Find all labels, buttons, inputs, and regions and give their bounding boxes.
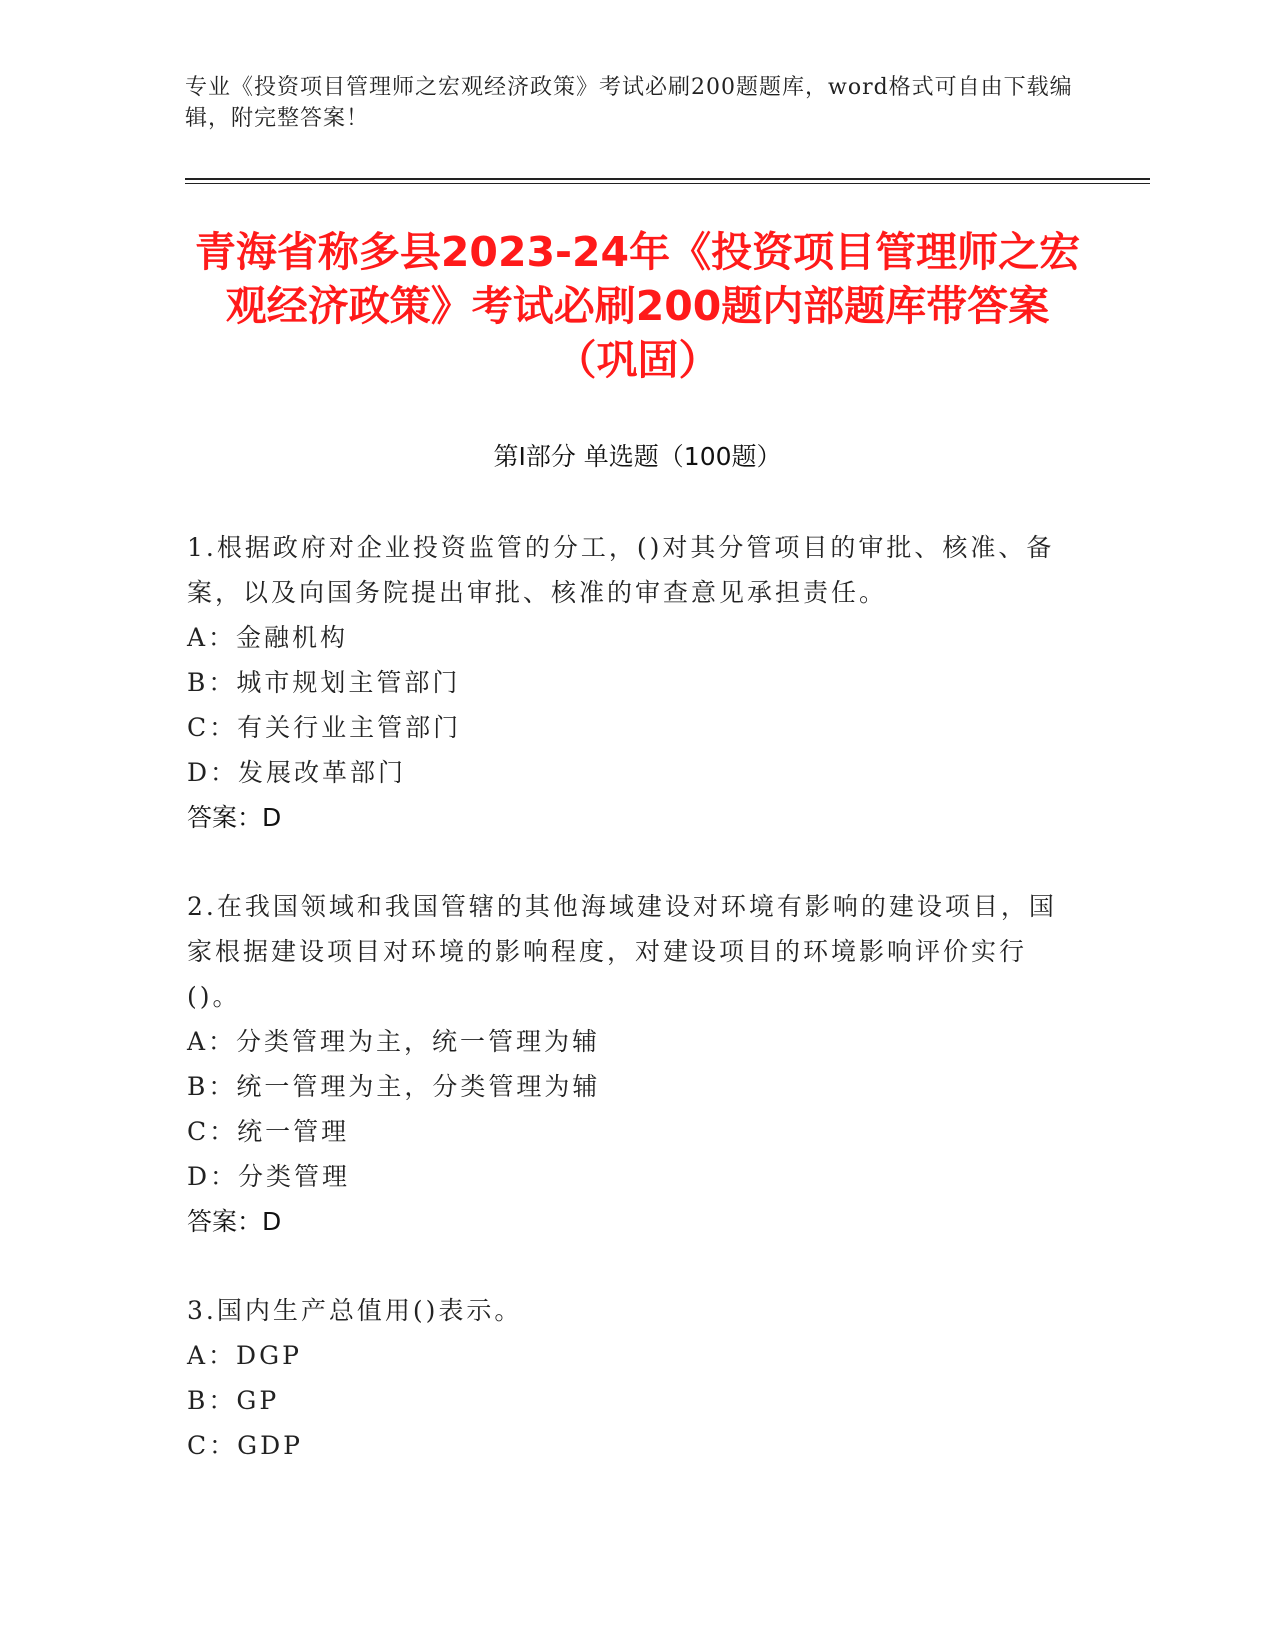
header-rule-thick [185, 178, 1150, 180]
question-list [187, 525, 1077, 1512]
option-a: A：分类管理为主，统一管理为辅 [187, 1027, 601, 1056]
option-c: C：有关行业主管部门 [187, 713, 462, 742]
option-c: C：GDP [187, 1431, 303, 1460]
option-d: D：发展改革部门 [187, 758, 407, 787]
answer-line: 答案：D [187, 1207, 282, 1236]
option-b: B：城市规划主管部门 [187, 668, 461, 697]
option-a: A：金融机构 [187, 623, 349, 652]
question-item [187, 884, 1077, 1244]
option-b: B：GP [187, 1386, 280, 1415]
header-note: 专业《投资项目管理师之宏观经济政策》考试必刷200题题库，word格式可自由下载编辑，附完整答案！ [185, 75, 1073, 131]
section-heading: 第I部分 单选题（100题） [493, 442, 782, 471]
header-rule-thin [185, 183, 1150, 184]
option-d: D：分类管理 [187, 1162, 351, 1191]
option-b: B：统一管理为主，分类管理为辅 [187, 1072, 601, 1101]
answer-line: 答案：D [187, 803, 282, 832]
question-text: 2.在我国领域和我国管辖的其他海域建设对环境有影响的建设项目，国家根据建设项目对环境的影响程度，对建设项目的环境影响评价实行()。 [187, 892, 1057, 1011]
question-text: 1.根据政府对企业投资监管的分工，()对其分管项目的审批、核准、备案，以及向国务院提出审批、核准的审查意见承担责任。 [187, 533, 1055, 607]
question-text: 3.国内生产总值用()表示。 [187, 1296, 523, 1325]
option-a: A：DGP [187, 1341, 302, 1370]
question-item [187, 1288, 1077, 1468]
option-c: C：统一管理 [187, 1117, 350, 1146]
question-item [187, 525, 1077, 840]
document-title: 青海省称多县2023-24年《投资项目管理师之宏观经济政策》考试必刷200题内部题库带答案（巩固） [194, 228, 1081, 384]
